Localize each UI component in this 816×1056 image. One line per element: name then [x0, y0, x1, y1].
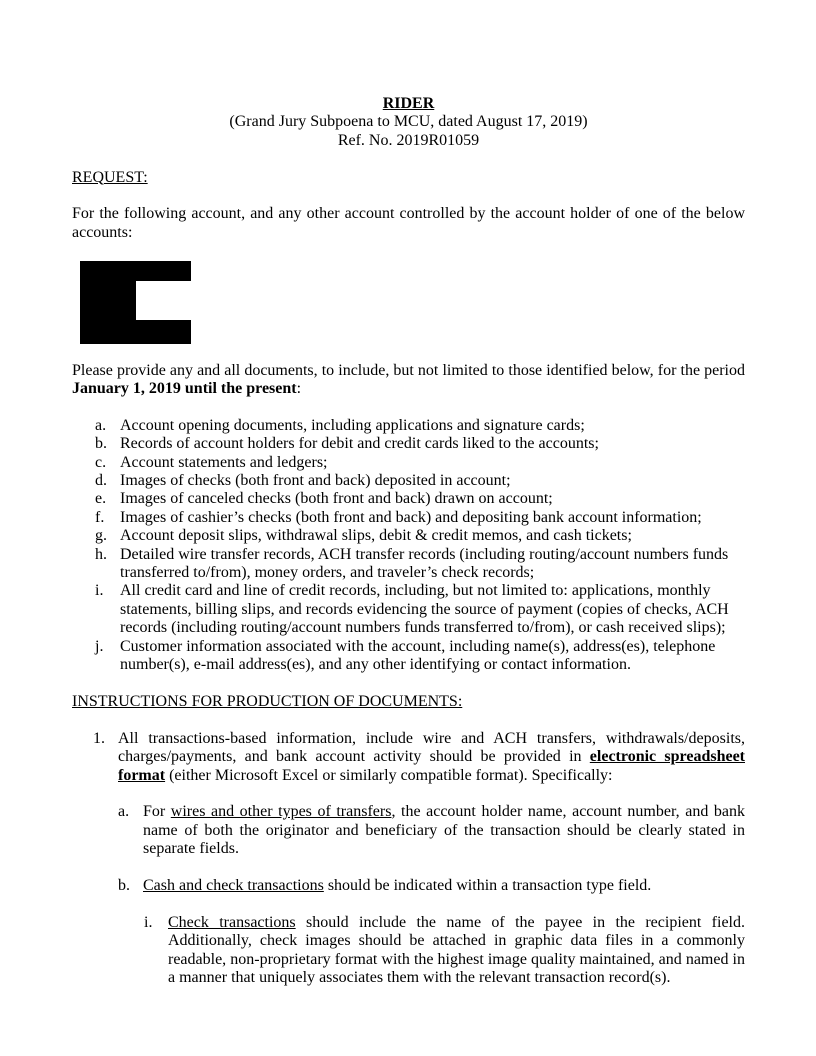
- list-item-f: [95, 509, 745, 527]
- list-marker: e.: [95, 490, 107, 508]
- list-item-text: Images of cashier’s checks (both front and back) and depositing bank account information;: [120, 508, 702, 526]
- list-marker: b.: [95, 435, 107, 453]
- instruction-item-1b-i: [144, 914, 745, 988]
- list-item-b: [95, 435, 745, 453]
- instruction-item-text: [118, 730, 745, 785]
- list-marker: b.: [118, 876, 130, 894]
- text-run-bold-underline: electronic spreadsheet format: [118, 748, 745, 784]
- text-run-bold: January 1, 2019 until the present: [72, 380, 297, 398]
- text-run: Please provide any and all documents, to include, but not limited to those identified below, for the period: [72, 361, 745, 379]
- list-marker: j.: [95, 637, 104, 655]
- list-marker: a.: [118, 803, 130, 821]
- list-item-g: [95, 527, 745, 545]
- list-item-text: Records of account holders for debit and credit cards liked to the accounts;: [120, 435, 599, 453]
- instruction-item-text: [143, 803, 745, 858]
- list-item-i: [95, 582, 745, 637]
- text-run: :: [296, 380, 302, 398]
- list-marker: h.: [95, 545, 107, 563]
- instruction-item-text: [143, 877, 745, 895]
- list-marker: i.: [95, 582, 104, 600]
- list-marker: c.: [95, 453, 107, 471]
- text-run: For: [143, 803, 171, 821]
- list-item-c: [95, 454, 745, 472]
- list-item-a: [95, 417, 745, 435]
- list-item-e: [95, 490, 745, 508]
- text-run-underline: Cash and check transactions: [143, 876, 324, 894]
- instructions-heading: INSTRUCTIONS FOR PRODUCTION OF DOCUMENTS:: [72, 692, 463, 710]
- list-marker: 1.: [93, 729, 105, 747]
- redaction-box: [80, 261, 191, 344]
- instruction-item-text: [168, 914, 745, 988]
- list-item-text: Account opening documents, including applications and signature cards;: [120, 416, 585, 434]
- list-item-d: [95, 472, 745, 490]
- text-run: All transactions-based information, include wire and ACH transfers, withdrawals/deposits, charges/payments, and bank account activity should be provided in: [118, 729, 745, 766]
- instruction-item-1b: [118, 877, 745, 895]
- list-item-text: All credit card and line of credit records, including, but not limited to: applications, monthly statements, billing slips, and records evidencing the source of payment (copies of checks, ACH records (including routing/account numbers funds transferred to/from), or cash received slips);: [120, 582, 729, 637]
- text-run: , the account holder name, account number, and bank name of both the originator and beneficiary of the transaction should be clearly stated in separate fields.: [143, 803, 745, 858]
- text-run: should include the name of the payee in the recipient field. Additionally, check images should be attached in graphic data files in a commonly readable, non-proprietary format with the highest image quality maintained, and named in a manner that uniquely associates them with the relevant transaction record(s).: [168, 913, 746, 986]
- request-items-list: [95, 417, 745, 675]
- document-header: [72, 95, 745, 150]
- list-marker: f.: [95, 508, 105, 526]
- request-intro-paragraph: For the following account, and any other account controlled by the account holder of one of the below accounts:: [72, 205, 745, 241]
- instruction-item-1: [93, 730, 745, 785]
- text-run-underline: Check transactions: [168, 913, 296, 931]
- instruction-item-1a: [118, 803, 745, 858]
- document-subtitle: (Grand Jury Subpoena to MCU, dated August 17, 2019): [229, 113, 588, 131]
- text-run: should be indicated within a transaction type field.: [323, 876, 652, 894]
- list-item-text: Account statements and ledgers;: [120, 453, 328, 471]
- text-run-underline: wires and other types of transfers: [170, 803, 392, 821]
- list-marker: a.: [95, 416, 107, 434]
- list-item-text: Detailed wire transfer records, ACH transfer records (including routing/account numbers funds transferred to/from), money orders, and traveler’s check records;: [120, 545, 729, 582]
- text-run: (either Microsoft Excel or similarly compatible format). Specifically:: [165, 766, 613, 784]
- list-marker: g.: [95, 527, 107, 545]
- list-item-text: Images of canceled checks (both front and back) drawn on account;: [120, 490, 553, 508]
- list-item-text: Images of checks (both front and back) deposited in account;: [120, 472, 511, 490]
- list-marker: d.: [95, 472, 107, 490]
- list-item-text: Customer information associated with the account, including name(s), address(es), telephone number(s), e-mail address(es), and any other identifying or contact information.: [120, 637, 716, 674]
- request-heading: REQUEST:: [72, 168, 148, 186]
- document-ref-number: Ref. No. 2019R01059: [337, 131, 480, 149]
- list-item-text: Account deposit slips, withdrawal slips, debit & credit memos, and cash tickets;: [120, 527, 632, 545]
- period-paragraph: [72, 362, 745, 399]
- list-item-j: [95, 638, 745, 675]
- document-title: RIDER: [382, 95, 435, 112]
- list-marker: i.: [144, 913, 153, 931]
- list-item-h: [95, 546, 745, 583]
